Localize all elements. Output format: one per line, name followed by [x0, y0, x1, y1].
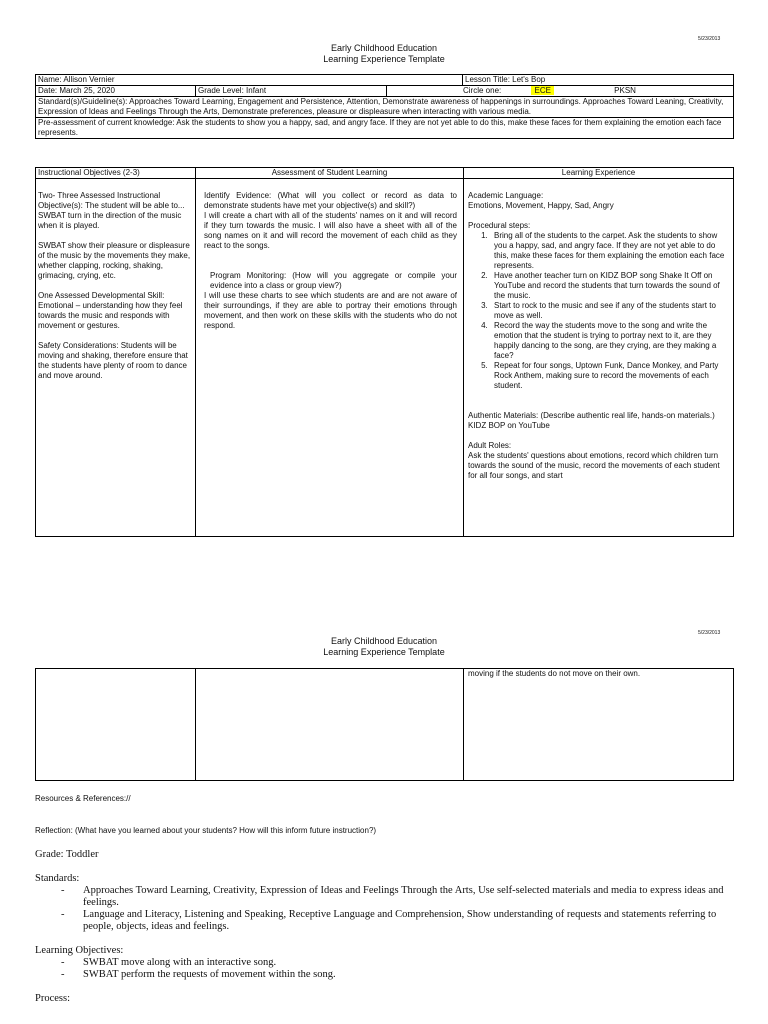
learning-objective-item: - SWBAT move along with an interactive song. — [83, 957, 725, 969]
procedural-steps-label: Procedural steps: — [468, 221, 531, 230]
circle-one-field — [387, 86, 734, 97]
adult-roles-text: Ask the students' questions about emotions, record which children turn towards the sound of the music, record the movements of each student for all four songs, and start — [468, 451, 720, 480]
procedural-step: 2. Have another teacher turn on KIDZ BOP song Shake It Off on YouTube and record the students that turn towards the sound of the music. — [490, 271, 727, 301]
process-label: Process: — [35, 993, 70, 1004]
developmental-skill: One Assessed Developmental Skill: Emotional – understanding how they feel towards the music and responds with movement or gestures. — [38, 291, 183, 330]
col-header-objectives: Instructional Objectives (2-3) — [36, 168, 196, 179]
circle-pksn: PKSN — [614, 86, 636, 95]
circle-ece-highlight: ECE — [531, 86, 553, 95]
procedural-steps-list — [468, 231, 727, 391]
doc-title — [0, 43, 768, 65]
standard-item: - Approaches Toward Learning, Creativity, Expression of Ideas and Feelings Through the Arts, Use self-selected materials and media to express ideas and feelings. — [83, 885, 725, 909]
resources-references: Resources & References:// — [35, 794, 131, 803]
page2-doc-title — [0, 636, 768, 658]
standards-list — [35, 885, 725, 933]
procedural-step: 5. Repeat for four songs, Uptown Funk, Dance Monkey, and Party Rock Anthem, making sure to record the movements of each student. — [490, 361, 727, 391]
col-header-assessment: Assessment of Student Learning — [196, 168, 464, 179]
page2-date: 5/23/2013 — [698, 630, 721, 636]
date-field: Date: March 25, 2020 — [36, 86, 196, 96]
grade-level-field: Grade Level: Infant — [198, 86, 267, 95]
academic-language-label: Academic Language: — [468, 191, 544, 200]
standard-item: - Language and Literacy, Listening and Speaking, Receptive Language and Comprehension, Show understanding of requests and statements referring to people, objects, ideas and feelings. — [83, 909, 725, 933]
toddler-section — [35, 849, 725, 1005]
doc-title-line2: Learning Experience Template — [323, 54, 445, 64]
preassessment-field: Pre-assessment of current knowledge: Ask the students to show you a happy, sad, and angry face. If they are not yet able to do this, make these faces for them explaining the emotion each face represents. — [36, 118, 734, 139]
academic-language-words: Emotions, Movement, Happy, Sad, Angry — [468, 201, 614, 210]
header-table — [35, 74, 734, 139]
learning-objectives-list — [35, 957, 725, 981]
identify-evidence-text: I will create a chart with all of the students' names on it and will record if they turn towards the music. I will also have a sheet with all of the song names on it and will record the movement of each child as they react to the songs. — [204, 211, 457, 250]
lesson-table — [35, 167, 734, 537]
standards-label: Standards: — [35, 873, 80, 884]
name-field: Name: Allison Vernier — [36, 75, 463, 86]
objectives-para-1: Two- Three Assessed Instructional Objective(s): The student will be able to... SWBAT turn in the direction of the music when it is played. — [38, 191, 185, 230]
procedural-step: 1. Bring all of the students to the carpet. Ask the students to show you a happy, sad, and angry face. If they are not yet able to do this, make these faces for them explaining the emotion each face represents. — [490, 231, 727, 271]
continuation-table — [35, 668, 734, 781]
grade-toddler: Grade: Toddler — [35, 849, 99, 860]
authentic-materials-text: KIDZ BOP on YouTube — [468, 421, 550, 430]
standards-field: Standard(s)/Guideline(s): Approaches Toward Learning, Engagement and Persistence, Attention, Demonstrate awareness of happenings in surroundings. Approaches Toward Leaning, Creativity, Expression of Ideas and Feelings Through the Arts, Demonstrate preferences, pleasure or displeasure when interacting with various media. — [36, 97, 734, 118]
procedural-step: 4. Record the way the students move to the song and write the emotion that the student is trying to portray next to it, are they happily dancing to the song, are they crying, are they making a face? — [490, 321, 727, 361]
objectives-para-2: SWBAT show their pleasure or displeasure of the music by the movements they make, whether clapping, rocking, shaking, grimacing, crying, etc. — [38, 241, 191, 280]
lesson-title-field: Lesson Title: Let's Bop — [463, 75, 734, 86]
learning-objectives-label: Learning Objectives: — [35, 945, 124, 956]
experience-cell — [464, 179, 734, 537]
identify-evidence-label: Identify Evidence: (What will you collect or record as data to demonstrate students have met your objective(s) and skill?) — [204, 191, 457, 210]
page-date: 5/23/2013 — [698, 36, 721, 42]
authentic-materials-label: Authentic Materials: (Describe authentic real life, hands-on materials.) — [468, 411, 715, 420]
col-header-experience: Learning Experience — [464, 168, 734, 179]
safety-considerations: Safety Considerations: Students will be moving and shaking, therefore ensure that the students have plenty of room to dance and move around. — [38, 341, 188, 380]
program-monitoring-text: I will use these charts to see which students are and are not aware of their surroundings, if they are able to portray their emotions through movement, and then work on these skills with the students who do not respond. — [204, 291, 457, 330]
procedural-step: 3. Start to rock to the music and see if any of the students start to move as well. — [490, 301, 727, 321]
continuation-cell-text: moving if the students do not move on their own. — [464, 669, 734, 781]
objectives-cell — [36, 179, 196, 537]
circle-one-label: Circle one: — [463, 86, 502, 95]
assessment-cell — [196, 179, 464, 537]
adult-roles-label: Adult Roles: — [468, 441, 512, 450]
doc-title-line1: Early Childhood Education — [330, 43, 438, 53]
learning-objective-item: - SWBAT perform the requests of movement within the song. — [83, 969, 725, 981]
reflection-prompt: Reflection: (What have you learned about your students? How will this inform future instruction?) — [35, 826, 377, 835]
page2-title-line1: Early Childhood Education — [330, 636, 438, 646]
continuation-cell-empty — [36, 669, 196, 781]
continuation-cell-empty — [196, 669, 464, 781]
program-monitoring-label: Program Monitoring: (How will you aggregate or compile your evidence into a class or group view?) — [210, 271, 457, 290]
page2-title-line2: Learning Experience Template — [323, 647, 445, 657]
